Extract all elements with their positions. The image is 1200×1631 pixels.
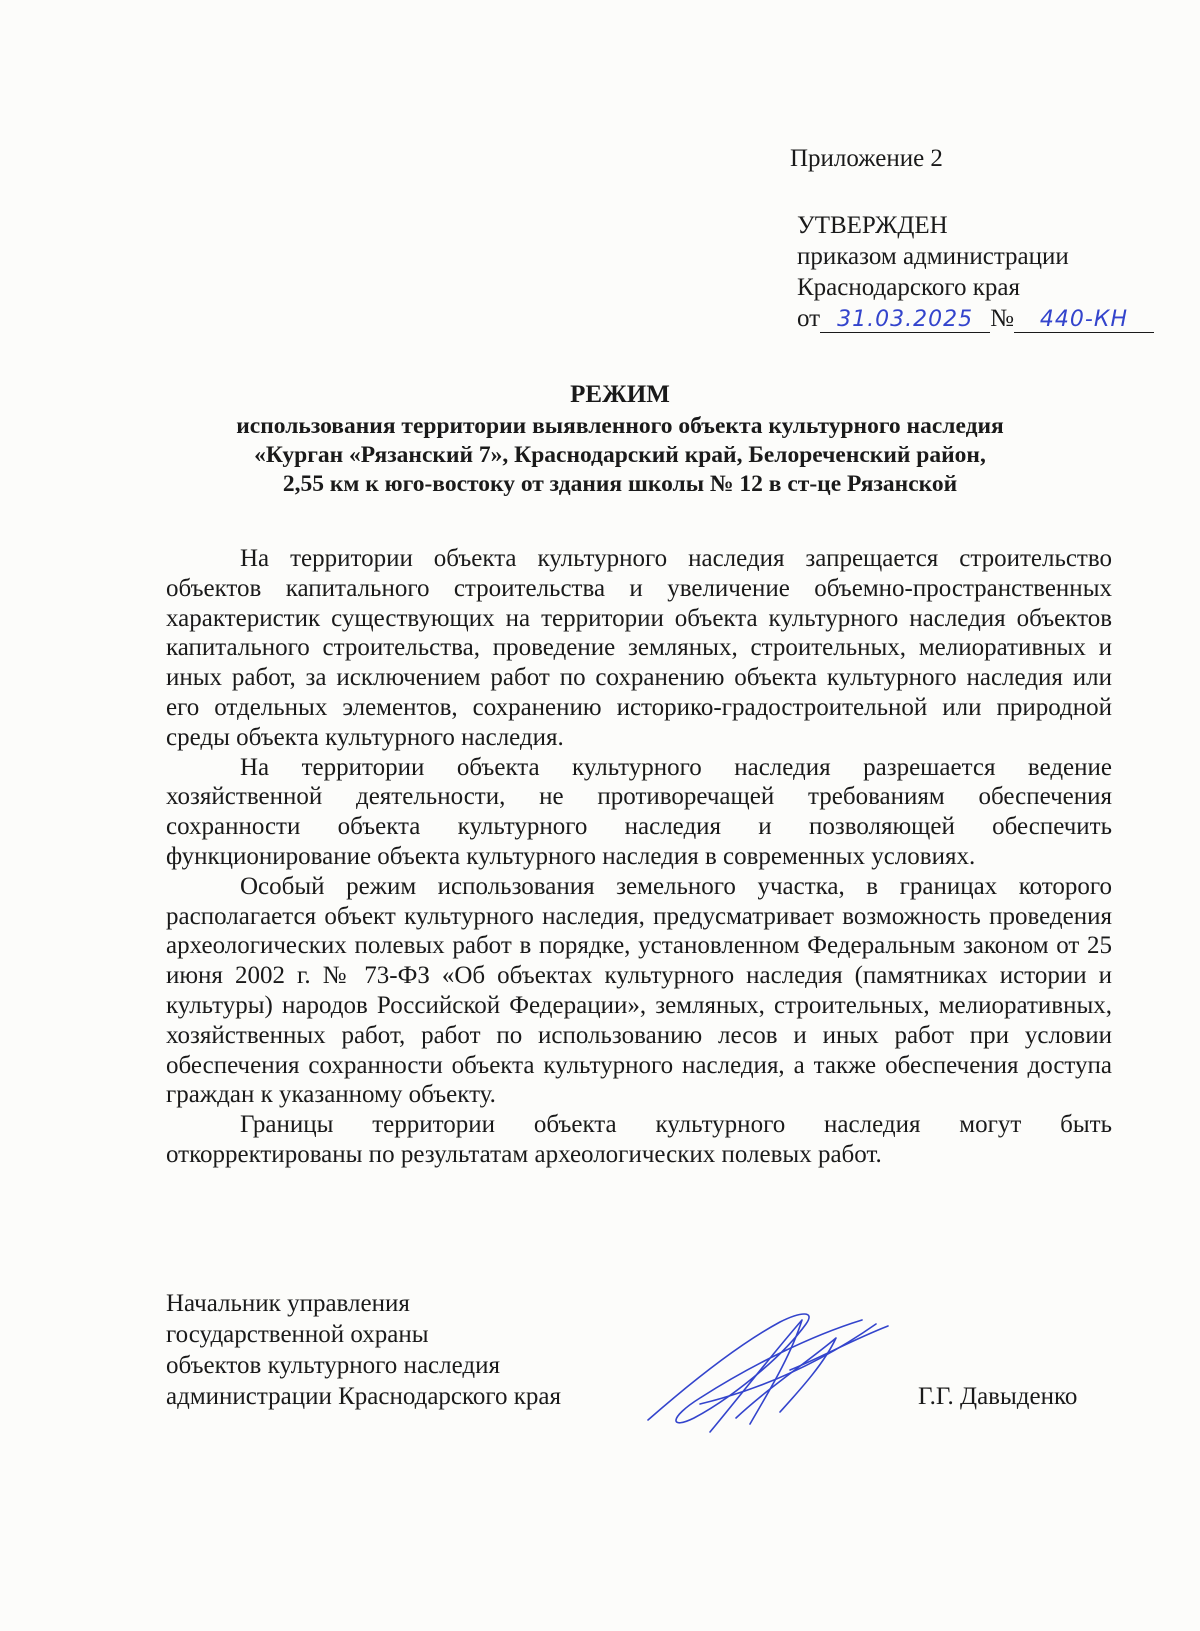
approved-heading: УТВЕРЖДЕН	[797, 212, 948, 239]
subtitle-line-1: использования территории выявленного объекта культурного наследия	[236, 413, 1004, 439]
order-date-line	[797, 303, 1154, 334]
document-body	[166, 544, 1112, 1170]
approved-line-2: Краснодарского края	[797, 274, 1020, 301]
paragraph-boundaries: Границы территории объекта культурного наследия могут быть откорректированы по результатам археологических полевых работ.	[166, 1111, 1112, 1168]
paragraph-prohibitions: На территории объекта культурного наследия запрещается строительство объектов капитального строительства и увеличение объемно-пространственных характеристик существующих на территории объекта культурного наследия объектов капитального строительства, проведение земляных, строительных, мелиоративных и иных работ, за исключением работ по сохранению объекта культурного наследия или его отдельных элементов, сохранению историко-градостроительной или природной среды объекта культурного наследия.	[166, 545, 1112, 751]
order-number-handwritten: 440-КН	[1039, 307, 1129, 332]
approval-block	[797, 210, 1154, 334]
subtitle-line-3: 2,55 км к юго-востоку от здания школы № 12 в ст-це Рязанской	[282, 471, 958, 497]
order-number-field	[1014, 307, 1154, 333]
paragraph-special-regime: Особый режим использования земельного участка, в границах которого располагается объект культурного наследия, предусматривает возможность проведения археологических полевых работ в порядке, установленном Федеральным законом от 25 июня 2002 г. № 73-ФЗ «Об объектах культурного наследия (памятниках истории и культуры) народов Российской Федерации», земляных, строительных, мелиоративных, хозяйственных работ, работ по использованию лесов и иных работ при условии обеспечения сохранности объекта культурного наследия, а также обеспечения доступа граждан к указанному объекту.	[166, 872, 1112, 1109]
subtitle-line-2: «Курган «Рязанский 7», Краснодарский край, Белореченский район,	[254, 442, 986, 468]
order-date-handwritten: 31.03.2025	[837, 307, 974, 332]
paragraph-permitted-activity: На территории объекта культурного наследия разрешается ведение хозяйственной деятельности, не противоречащей требованиям обеспечения сохранности объекта культурного наследия и позволяющей обеспечить функционирование объекта культурного наследия в современных условиях.	[166, 753, 1112, 870]
signer-position-line-3: объектов культурного наследия	[166, 1352, 500, 1379]
date-prefix: от	[797, 305, 821, 332]
signer-position-line-2: государственной охраны	[166, 1321, 429, 1348]
appendix-label: Приложение 2	[790, 145, 943, 172]
signer-name: Г.Г. Давыденко	[918, 1383, 1078, 1410]
signer-position-line-1: Начальник управления	[166, 1290, 410, 1317]
order-date-field	[820, 307, 990, 333]
approved-line-1: приказом администрации	[797, 243, 1069, 270]
signer-position	[166, 1288, 561, 1412]
number-sign: №	[990, 305, 1014, 332]
document-subtitle	[120, 412, 1120, 499]
document-title: РЕЖИМ	[570, 381, 670, 408]
handwritten-signature	[640, 1300, 900, 1440]
signer-position-line-4: администрации Краснодарского края	[166, 1383, 562, 1410]
